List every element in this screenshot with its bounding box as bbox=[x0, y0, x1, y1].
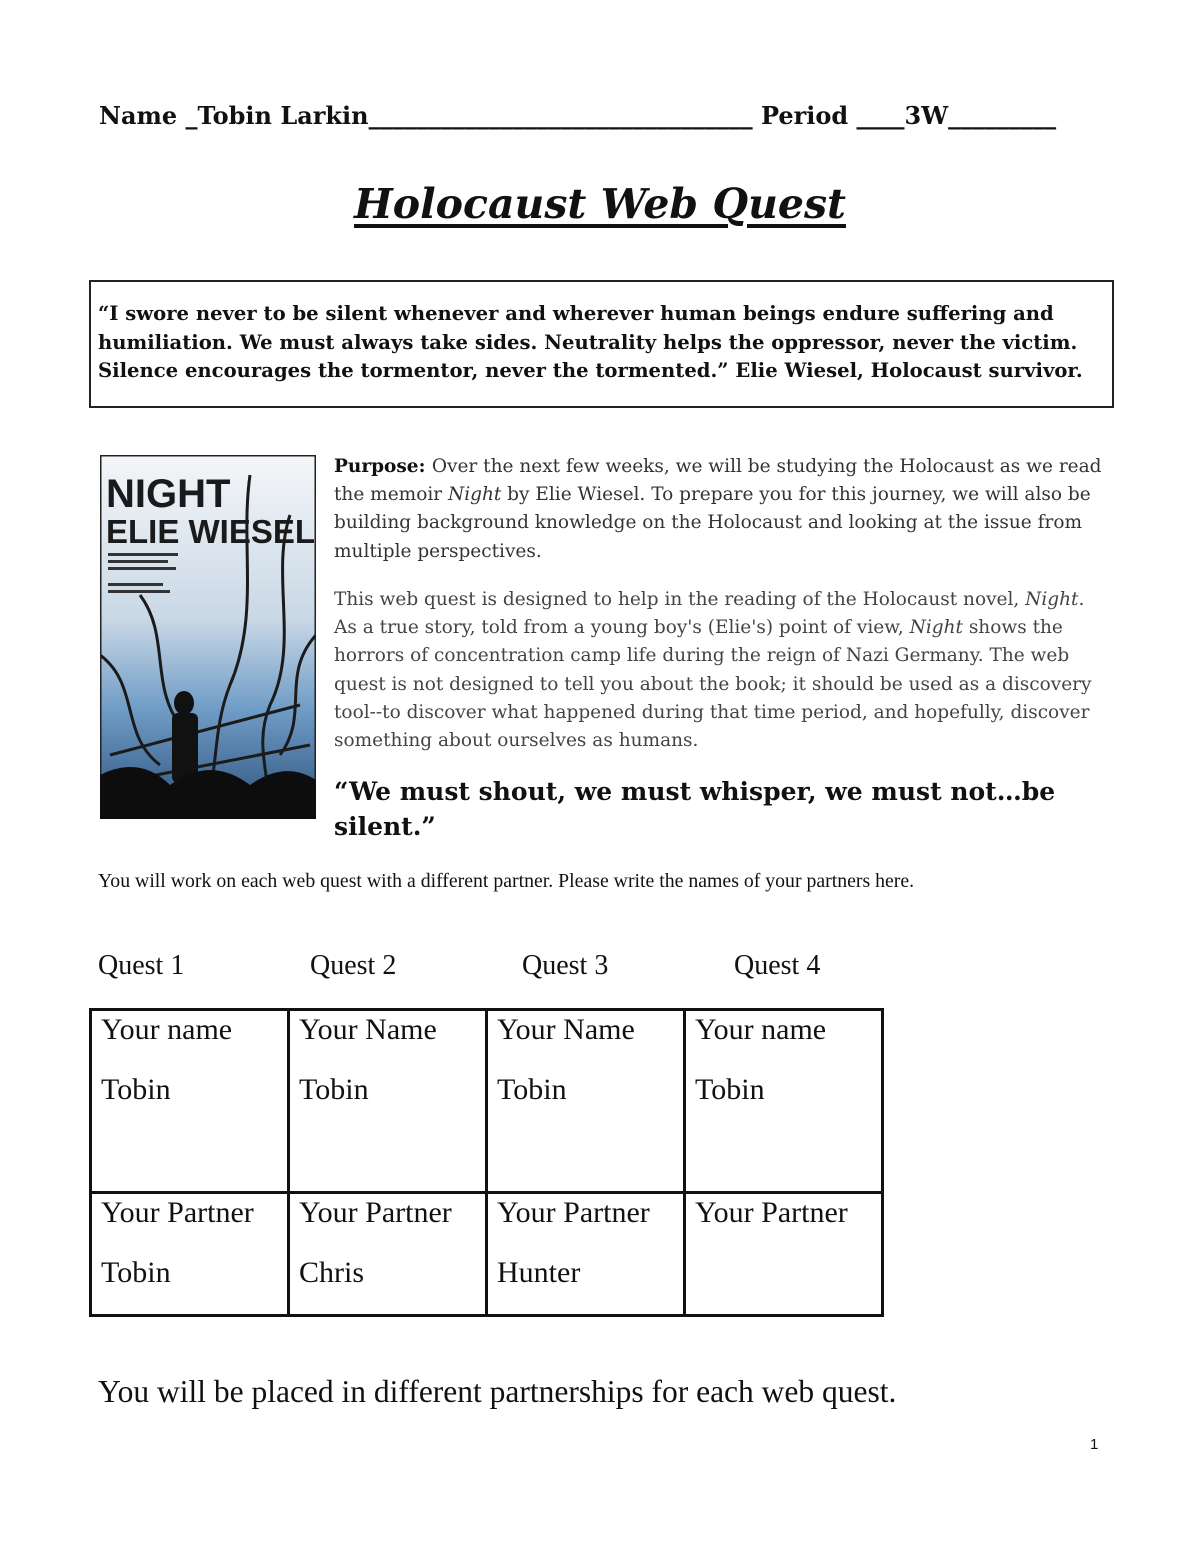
table-cell[interactable] bbox=[685, 1193, 883, 1316]
book-title-night: Night bbox=[909, 617, 963, 639]
footer-note: You will be placed in different partnerships for each web quest. bbox=[98, 1374, 897, 1409]
page-number: 1 bbox=[1090, 1436, 1099, 1453]
table-cell[interactable] bbox=[91, 1193, 289, 1316]
book-title-night: Night bbox=[1025, 589, 1079, 610]
quest-3-heading: Quest 3 bbox=[522, 950, 609, 981]
table-cell[interactable] bbox=[685, 1010, 883, 1193]
cell-label: Your Partner bbox=[299, 1196, 452, 1229]
night-book-cover-image bbox=[100, 455, 316, 819]
cell-value: Tobin bbox=[299, 1073, 369, 1106]
cell-label: Your Name bbox=[299, 1013, 437, 1046]
cell-label: Your name bbox=[695, 1013, 827, 1046]
cover-author: ELIE WIESEL bbox=[106, 513, 316, 550]
cell-label: Your Partner bbox=[497, 1196, 650, 1229]
table-cell[interactable] bbox=[289, 1010, 487, 1193]
cell-value: Tobin bbox=[695, 1073, 765, 1106]
cell-value: Hunter bbox=[497, 1256, 581, 1289]
cell-label: Your Partner bbox=[101, 1196, 254, 1229]
table-cell[interactable] bbox=[289, 1193, 487, 1316]
table-cell[interactable] bbox=[487, 1010, 685, 1193]
page-title: Holocaust Web Quest bbox=[354, 180, 846, 228]
quest-2-heading: Quest 2 bbox=[310, 950, 397, 981]
book-title-night: Night bbox=[448, 484, 502, 506]
name-row bbox=[91, 1010, 883, 1193]
table-cell[interactable] bbox=[91, 1010, 289, 1193]
description-paragraph: This web quest is designed to help in the reading of the Holocaust novel, Night. As a true story, told from a young boy's (Elie's) point of view, Night shows the horrors of concentration camp life during the reign of Nazi Germany. The web quest is not designed to tell you about the book; it should be used as a discovery tool--to discover what happened during that time period, and hopefully, discover something about ourselves as humans. bbox=[334, 589, 1092, 752]
partner-table bbox=[89, 1008, 884, 1317]
cover-title: NIGHT bbox=[106, 472, 231, 516]
purpose-paragraph: Purpose: Over the next few weeks, we will be studying the Holocaust as we read the memoir Night by Elie Wiesel. To prepare you for this journey, we will also be building background knowledge on the Holocaust and looking at the issue from multiple perspectives. bbox=[334, 456, 1102, 562]
quest-4-heading: Quest 4 bbox=[734, 950, 821, 981]
cell-value: Tobin bbox=[101, 1073, 171, 1106]
wiesel-quote: “I swore never to be silent whenever and wherever human beings endure suffering and humiliation. We must always take sides. Neutrality helps the oppressor, never the victim. Silence encourages the tormentor, never the tormented.” Elie Wiesel, Holocaust survivor. bbox=[98, 302, 1083, 382]
table-cell[interactable] bbox=[487, 1193, 685, 1316]
cell-label: Your Name bbox=[497, 1013, 635, 1046]
cell-value: Chris bbox=[299, 1256, 365, 1289]
cell-label: Your Partner bbox=[695, 1196, 848, 1229]
partner-instructions: You will work on each web quest with a different partner. Please write the names of your partners here. bbox=[98, 870, 915, 892]
shout-quote: “We must shout, we must whisper, we must not…be silent.” bbox=[334, 777, 1056, 841]
name-period-line: Name _Tobin Larkin________________________________ Period ____3W_________ bbox=[99, 101, 1057, 130]
cell-value: Tobin bbox=[497, 1073, 567, 1106]
partner-row bbox=[91, 1193, 883, 1316]
cell-label: Your name bbox=[101, 1013, 233, 1046]
purpose-label: Purpose bbox=[334, 456, 419, 477]
quest-1-heading: Quest 1 bbox=[98, 950, 185, 981]
cell-value: Tobin bbox=[101, 1256, 171, 1289]
